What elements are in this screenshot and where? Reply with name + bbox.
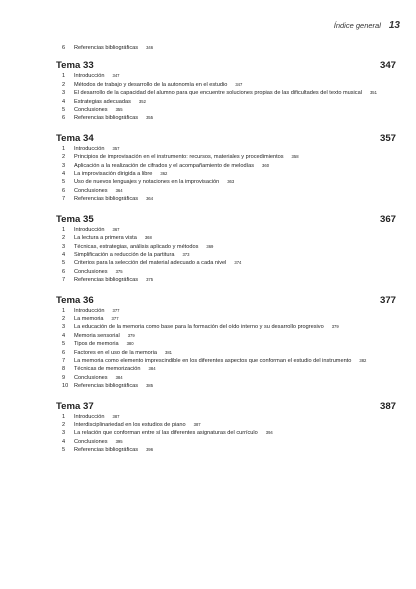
toc-entry	[56, 243, 396, 251]
entry-page: 347	[235, 81, 243, 87]
entry-title	[72, 106, 396, 114]
toc-entry	[56, 170, 396, 178]
entry-title	[72, 259, 396, 267]
toc-entry	[56, 226, 396, 234]
entry-text: La educación de la memoria como base para la formación del oído interno y su desarrollo progresivo	[74, 324, 324, 331]
entry-number: 5	[62, 107, 66, 114]
entry-number: 6	[62, 45, 66, 51]
entry-number: 3	[62, 243, 66, 250]
entry-number: 3	[62, 324, 66, 331]
entry-title	[72, 413, 396, 421]
entry-text: Métodos de trabajo y desarrollo de la autonomía en el estudio	[74, 81, 228, 88]
entry-title	[72, 251, 396, 259]
entry-text: Factores en el uso de la memoria	[74, 349, 158, 356]
entry-text: Simplificación a reducción de la partitura	[74, 251, 175, 258]
entry-title	[72, 170, 396, 178]
entry-text: Estrategias adecuadas	[74, 98, 131, 105]
entry-page: 368	[144, 235, 152, 241]
entry-title	[72, 44, 396, 52]
entry-page: 352	[138, 98, 146, 104]
entry-text: Referencias bibliográficas	[74, 383, 139, 390]
entry-number: 3	[62, 430, 66, 437]
entry-page: 382	[359, 357, 367, 363]
entry-number: 7	[62, 357, 66, 364]
header-page-number: 13	[388, 20, 400, 31]
toc-entry	[56, 98, 396, 106]
entry-number: 1	[62, 307, 66, 314]
theme-section	[56, 60, 396, 122]
entry-title	[72, 446, 396, 454]
toc-entry	[56, 268, 396, 276]
entry-page: 374	[234, 260, 242, 266]
toc-entry	[56, 195, 396, 203]
entry-page: 355	[146, 115, 154, 121]
entry-number: 2	[62, 154, 66, 161]
toc-entry	[56, 323, 396, 331]
entry-title	[72, 195, 396, 203]
entry-title	[72, 276, 396, 284]
entry-page: 369	[206, 243, 214, 249]
entry-number: 5	[62, 179, 66, 186]
theme-page: 387	[379, 400, 396, 412]
entry-page: 384	[115, 374, 123, 380]
entry-title	[72, 81, 396, 89]
theme-page: 347	[379, 60, 396, 72]
entry-number: 1	[62, 145, 66, 152]
entry-text: Referencias bibliográficas	[74, 277, 139, 284]
entry-title	[72, 153, 396, 161]
entry-number: 1	[62, 73, 66, 80]
entry-page: 375	[146, 277, 154, 283]
entry-title	[72, 162, 396, 170]
entry-text: Referencias bibliográficas	[74, 45, 139, 51]
entry-text: Tipos de memoria	[74, 341, 119, 348]
entry-title	[72, 374, 396, 382]
theme-section	[56, 133, 396, 204]
entry-title	[72, 114, 396, 122]
header-title: Índice general	[333, 21, 381, 30]
entry-page: 379	[127, 332, 135, 338]
entry-page: 387	[112, 413, 120, 419]
entry-text: Referencias bibliográficas	[74, 447, 139, 454]
entry-title	[72, 89, 396, 97]
toc-entry	[56, 187, 396, 195]
entry-title	[72, 268, 396, 276]
entry-text: El desarrollo de la capacidad del alumno para que encuentre soluciones propias de las dificultades del texto musical	[74, 90, 362, 97]
entry-number: 2	[62, 235, 66, 242]
entry-number: 4	[62, 171, 66, 178]
entry-title	[72, 187, 396, 195]
entry-number: 4	[62, 251, 66, 258]
entry-page: 346	[146, 45, 154, 50]
entry-page: 367	[112, 226, 120, 232]
entry-text: Conclusiones	[74, 438, 108, 445]
entry-number: 5	[62, 341, 66, 348]
entry-title	[72, 382, 396, 390]
entry-text: Uso de nuevos lenguajes y notaciones en la improvisación	[74, 179, 220, 186]
toc-entry	[56, 446, 396, 454]
entry-text: Referencias bibliográficas	[74, 196, 139, 203]
entry-page: 380	[126, 341, 134, 347]
theme-title: Tema 35	[56, 213, 94, 225]
toc-entry	[56, 332, 396, 340]
theme-section	[56, 295, 396, 391]
entry-text: Aplicación a la realización de cifrados y el acompañamiento de melodías	[74, 162, 255, 169]
toc-entry	[56, 251, 396, 259]
toc-entry	[56, 72, 396, 80]
entry-text: Técnicas, estrategias, análisis aplicado y métodos	[74, 243, 199, 250]
entry-number: 8	[62, 366, 66, 373]
entry-title	[72, 340, 396, 348]
entry-page: 364	[146, 196, 154, 202]
theme-section	[56, 401, 396, 455]
entry-text: Técnicas de memorización	[74, 366, 141, 373]
entry-number: 6	[62, 115, 66, 122]
entry-text: Conclusiones	[74, 107, 108, 114]
entry-title	[72, 323, 396, 331]
entry-number: 2	[62, 315, 66, 322]
toc-entry	[56, 44, 396, 52]
entry-page: 373	[182, 251, 190, 257]
entry-page: 377	[112, 307, 120, 313]
entry-text: La lectura a primera vista	[74, 235, 137, 242]
entry-page: 360	[262, 162, 270, 168]
toc-entry	[56, 81, 396, 89]
entry-page: 363	[227, 179, 235, 185]
toc-entry	[56, 234, 396, 242]
entry-text: La relación que conforman entre sí las diferentes asignaturas del currículo	[74, 430, 258, 437]
entry-title	[72, 438, 396, 446]
entry-page: 381	[165, 349, 173, 355]
entry-page: 377	[111, 315, 119, 321]
toc-entry	[56, 438, 396, 446]
theme-heading	[56, 401, 396, 412]
entry-title	[72, 421, 396, 429]
entry-text: Criterios para la selección del material adecuado a cada nivel	[74, 260, 227, 267]
toc-entry	[56, 178, 396, 186]
entry-page: 364	[115, 187, 123, 193]
theme-page: 367	[379, 213, 396, 225]
entry-number: 2	[62, 81, 66, 88]
entry-number: 3	[62, 90, 66, 97]
toc-entry	[56, 315, 396, 323]
entry-title	[72, 145, 396, 153]
entry-number: 1	[62, 226, 66, 233]
entry-number: 6	[62, 268, 66, 275]
theme-heading	[56, 60, 396, 71]
entry-text: Introducción	[74, 413, 105, 420]
theme-title: Tema 37	[56, 400, 94, 412]
entry-number: 3	[62, 162, 66, 169]
entry-page: 395	[115, 438, 123, 444]
entry-text: Conclusiones	[74, 187, 108, 194]
toc-entry	[56, 421, 396, 429]
toc-entry	[56, 162, 396, 170]
entry-number: 9	[62, 374, 66, 381]
entry-page: 347	[112, 73, 120, 79]
toc-entry	[56, 153, 396, 161]
entry-page: 358	[291, 154, 299, 160]
toc-entry	[56, 357, 396, 365]
toc-entry	[56, 276, 396, 284]
entry-title	[72, 226, 396, 234]
entry-page: 379	[331, 324, 339, 330]
entry-text: Referencias bibliográficas	[74, 115, 139, 122]
entry-page: 355	[115, 107, 123, 113]
entry-text: Introducción	[74, 145, 105, 152]
toc-entry	[56, 114, 396, 122]
entry-page: 357	[112, 145, 120, 151]
entry-text: La improvisación dirigida a libre	[74, 171, 153, 178]
entry-title	[72, 98, 396, 106]
entry-page: 394	[265, 430, 273, 436]
entry-number: 7	[62, 196, 66, 203]
entry-title	[72, 429, 396, 437]
entry-page: 362	[160, 171, 168, 177]
entry-title	[72, 349, 396, 357]
entry-text: La memoria	[74, 315, 104, 322]
entry-number: 6	[62, 187, 66, 194]
entry-number: 10	[62, 383, 69, 390]
entry-number: 5	[62, 260, 66, 267]
entry-page: 384	[148, 366, 156, 372]
entry-title	[72, 315, 396, 323]
toc-entry	[56, 349, 396, 357]
entry-text: Introducción	[74, 73, 105, 80]
entry-number: 2	[62, 422, 66, 428]
entry-page: 387	[193, 422, 201, 427]
entry-number: 7	[62, 277, 66, 284]
toc-entry	[56, 365, 396, 373]
entry-page: 396	[146, 447, 154, 453]
entry-number: 5	[62, 447, 66, 454]
entry-text: Introducción	[74, 226, 105, 233]
entry-title	[72, 234, 396, 242]
toc-entry	[56, 413, 396, 421]
toc-entry	[56, 429, 396, 437]
entry-text: Principios de improvisación en el instrumento: recursos, materiales y procedimientos	[74, 154, 284, 161]
entry-title	[72, 178, 396, 186]
toc-entry	[56, 145, 396, 153]
entry-number: 4	[62, 438, 66, 445]
toc-entry	[56, 307, 396, 315]
entry-title	[72, 243, 396, 251]
theme-section	[56, 214, 396, 285]
entry-number: 4	[62, 98, 66, 105]
entry-text: Memoria sensorial	[74, 332, 120, 339]
toc-entry	[56, 89, 396, 97]
toc-entry	[56, 259, 396, 267]
theme-title: Tema 36	[56, 294, 94, 306]
theme-list	[56, 60, 396, 454]
entry-text: La memoria como elemento imprescindible en los diferentes aspectos que conforman el estudio del instrumento	[74, 357, 352, 364]
theme-page: 357	[379, 132, 396, 144]
theme-heading	[56, 295, 396, 306]
entry-number: 4	[62, 332, 66, 339]
entry-title	[72, 72, 396, 80]
toc-entry	[56, 374, 396, 382]
theme-title: Tema 33	[56, 60, 94, 72]
entry-text: Conclusiones	[74, 374, 108, 381]
entry-text: Introducción	[74, 307, 105, 314]
entry-page: 351	[369, 90, 377, 96]
toc-entry	[56, 106, 396, 114]
theme-title: Tema 34	[56, 132, 94, 144]
entry-number: 6	[62, 349, 66, 356]
entry-number: 1	[62, 413, 66, 420]
theme-page: 377	[379, 294, 396, 306]
table-of-contents	[56, 44, 396, 465]
theme-heading	[56, 133, 396, 144]
entry-text: Interdisciplinariedad en los estudios de piano	[74, 422, 186, 428]
entry-title	[72, 307, 396, 315]
running-header	[334, 20, 400, 31]
entry-title	[72, 332, 396, 340]
entry-text: Conclusiones	[74, 268, 108, 275]
entry-title	[72, 365, 396, 373]
toc-entry	[56, 340, 396, 348]
entry-page: 385	[146, 383, 154, 389]
toc-entry	[56, 382, 396, 390]
entry-page: 375	[115, 268, 123, 274]
entry-title	[72, 357, 396, 365]
lead-entries	[56, 44, 396, 52]
theme-heading	[56, 214, 396, 225]
